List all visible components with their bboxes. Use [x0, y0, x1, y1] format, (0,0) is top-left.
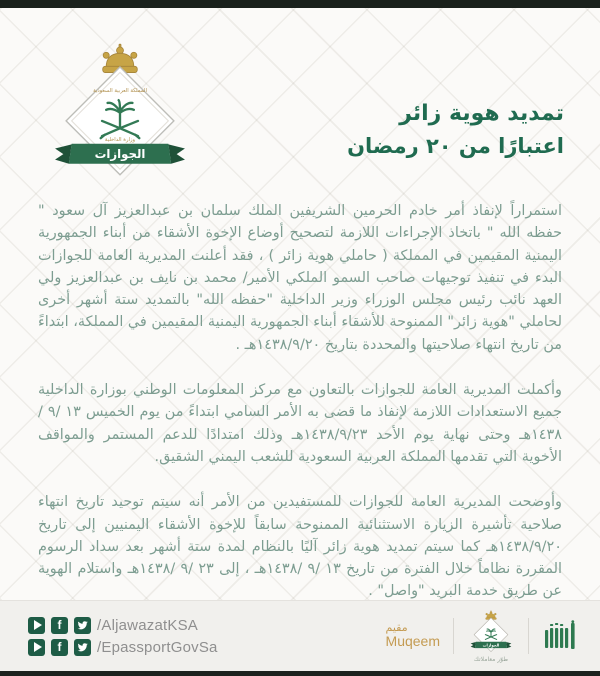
twitter-icon[interactable]	[74, 639, 91, 656]
header	[0, 8, 600, 190]
top-border-bar	[0, 0, 600, 8]
stamp-slogan: طوّر معاملاتك	[473, 655, 509, 663]
jawazat-stamp-logo	[467, 610, 515, 663]
jawazat-logo-graphic	[44, 42, 196, 186]
facebook-icon[interactable]: f	[51, 617, 68, 634]
social-row-aljawazat[interactable]	[28, 617, 218, 634]
social-row-epassport[interactable]	[28, 639, 218, 656]
paragraph-3: وأوضحت المديرية العامة للجوازات للمستفيدين من الأمر أنه سيتم توحيد تاريخ انتهاء صلاحية تأشيرة الزيارة الاستثنائية الممنوحة سابقاً للإخوة الأشقاء اليمنيين إلى تاريخ ١٤٣٨/٩/٢٠هـ كما سيتم تمديد هوية زائر آليًا بالنظام لمدة ستة أشهر بعد سداد الرسوم المقررة نظاماً خلال الفترة من تاريخ ١٣ /٩ /١٤٣٨هـ ، إلى ٢٣ /٩ /١٤٣٨هـ واستلام الهوية عن طريق خدمة البريد "واصل" .	[38, 494, 562, 600]
announcement-body	[0, 190, 600, 603]
title-line-2: اعتبارًا من ٢٠ رمضان	[347, 134, 564, 158]
footer-divider	[528, 618, 529, 654]
announcement-title	[347, 98, 564, 162]
youtube-icon[interactable]	[28, 639, 45, 656]
ribbon-banner	[471, 641, 512, 647]
paragraph-2: وأكملت المديرية العامة للجوازات بالتعاون مع مركز المعلومات الوطني بوزارة الداخلية جميع الاستعدادات اللازمة لإنفاذ ما قضى به الأمر السامي ابتداءً من يوم الخميس ١٣ /٩ /١٤٣٨هـ وحتى نهاية يوم الأحد ١٤٣٨/٩/٢٣هـ وذلك امتدادًا للدعم المستمر والمواقف الأخوية التي تقدمها المملكة العربية السعودية للشعب اليمني الشقيق.	[38, 382, 562, 465]
facebook-icon[interactable]: f	[51, 639, 68, 656]
twitter-icon[interactable]	[74, 617, 91, 634]
title-line-1: تمديد هوية زائر	[399, 101, 564, 126]
ribbon-banner	[55, 144, 185, 164]
paragraph-1: استمراراً لإنفاذ أمر خادم الحرمين الشريفين الملك سلمان بن عبدالعزيز آل سعود " حفظه الله " باتخاذ الإجراءات اللازمة لتصحيح أوضاع الإخوة الأشقاء من أبناء الجمهورية اليمنية المقيمين في المملكة ( حاملي هوية زائر ) ، فقد أعلنت المديرية العامة للجوازات البدء في تنفيذ توجيهات صاحب السمو الملكي الأمير/ محمد بن نايف بن عبدالعزيز ولي العهد نائب رئيس مجلس الوزراء وزير الداخلية "حفظه الله" بالتمديد ستة أشهر أخرى لحاملي "هوية زائر" الممنوحة للأشقاء أبناء الجمهورية اليمنية المقيمين في المملكة، ابتداءً من تاريخ انتهاء صلاحيتها والمحددة بتاريخ ١٤٣٨/٩/٢٠هـ .	[38, 203, 562, 353]
absher-logo	[542, 620, 580, 652]
logo-bottom-text: وزارة الداخلية	[104, 136, 136, 143]
ribbon-text: الجوازات	[94, 147, 146, 162]
social-handle-epassport[interactable]: /EpassportGovSa	[97, 638, 218, 656]
footer-divider	[453, 618, 454, 654]
jawazat-stamp-graphic	[467, 610, 515, 655]
logo-top-text: المملكة العربية السعودية	[93, 87, 147, 94]
muqeem-logo	[386, 622, 440, 649]
main-content-area	[0, 8, 600, 600]
footer	[0, 600, 600, 671]
ribbon-text: الجوازات	[482, 642, 500, 648]
muqeem-latin-wordmark: Muqeem	[385, 633, 440, 650]
social-links	[28, 617, 218, 656]
social-handle-aljawazat[interactable]: /AljawazatKSA	[97, 616, 198, 634]
youtube-icon[interactable]	[28, 617, 45, 634]
bottom-border-bar	[0, 671, 600, 676]
muqeem-arabic-wordmark: مقيم	[385, 621, 408, 635]
absher-bars-graphic	[542, 620, 580, 652]
footer-logos	[386, 610, 580, 663]
jawazat-logo	[44, 42, 196, 190]
